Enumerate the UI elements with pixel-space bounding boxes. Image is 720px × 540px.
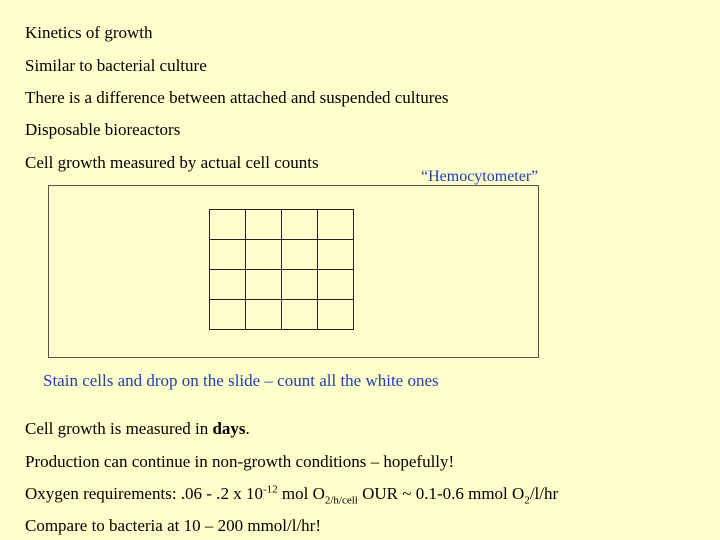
- grid-cell: [246, 210, 282, 240]
- grid-cell: [282, 240, 318, 270]
- oxygen-part3: OUR ~ 0.1-0.6 mmol O: [357, 484, 525, 503]
- growth-prefix: Cell growth is measured in: [25, 419, 213, 438]
- oxygen-part1: Oxygen requirements: .06 - .2 x 10: [25, 484, 263, 503]
- hemocytometer-label: “Hemocytometer”: [421, 168, 539, 185]
- growth-suffix: .: [245, 419, 250, 438]
- grid-cell: [210, 240, 246, 270]
- grid-cell: [318, 240, 354, 270]
- line-growth-days: [25, 419, 250, 439]
- oxygen-exponent: -12: [262, 483, 278, 496]
- counting-grid: [209, 209, 354, 330]
- slide-caption: Stain cells and drop on the slide – count all the white ones: [43, 371, 439, 390]
- line-oxygen-requirements: [25, 483, 559, 507]
- oxygen-part2: mol O: [277, 484, 325, 503]
- grid-cell: [282, 210, 318, 240]
- grid-cell: [318, 270, 354, 300]
- grid-cell: [210, 300, 246, 330]
- line-disposable-bioreactors: Disposable bioreactors: [25, 120, 181, 139]
- grid-cell: [246, 240, 282, 270]
- oxygen-subscript-1: 2/h/cell: [324, 494, 358, 507]
- line-similar-bacterial: Similar to bacterial culture: [25, 56, 207, 75]
- oxygen-subscript-2: 2: [524, 494, 530, 507]
- oxygen-part4: /l/hr: [529, 484, 559, 503]
- line-attached-suspended: There is a difference between attached and suspended cultures: [25, 88, 449, 107]
- line-cell-counts: Cell growth measured by actual cell counts: [25, 153, 319, 172]
- grid-cell: [246, 300, 282, 330]
- grid-cell: [282, 300, 318, 330]
- grid-cell: [246, 270, 282, 300]
- growth-bold-days: days: [212, 419, 246, 438]
- line-compare-bacteria: Compare to bacteria at 10 – 200 mmol/l/hr!: [25, 516, 322, 535]
- grid-cell: [210, 270, 246, 300]
- grid-cell: [318, 300, 354, 330]
- heading-kinetics: Kinetics of growth: [25, 23, 153, 42]
- line-production: Production can continue in non-growth conditions – hopefully!: [25, 452, 455, 471]
- grid-cell: [210, 210, 246, 240]
- grid-cell: [318, 210, 354, 240]
- grid-cell: [282, 270, 318, 300]
